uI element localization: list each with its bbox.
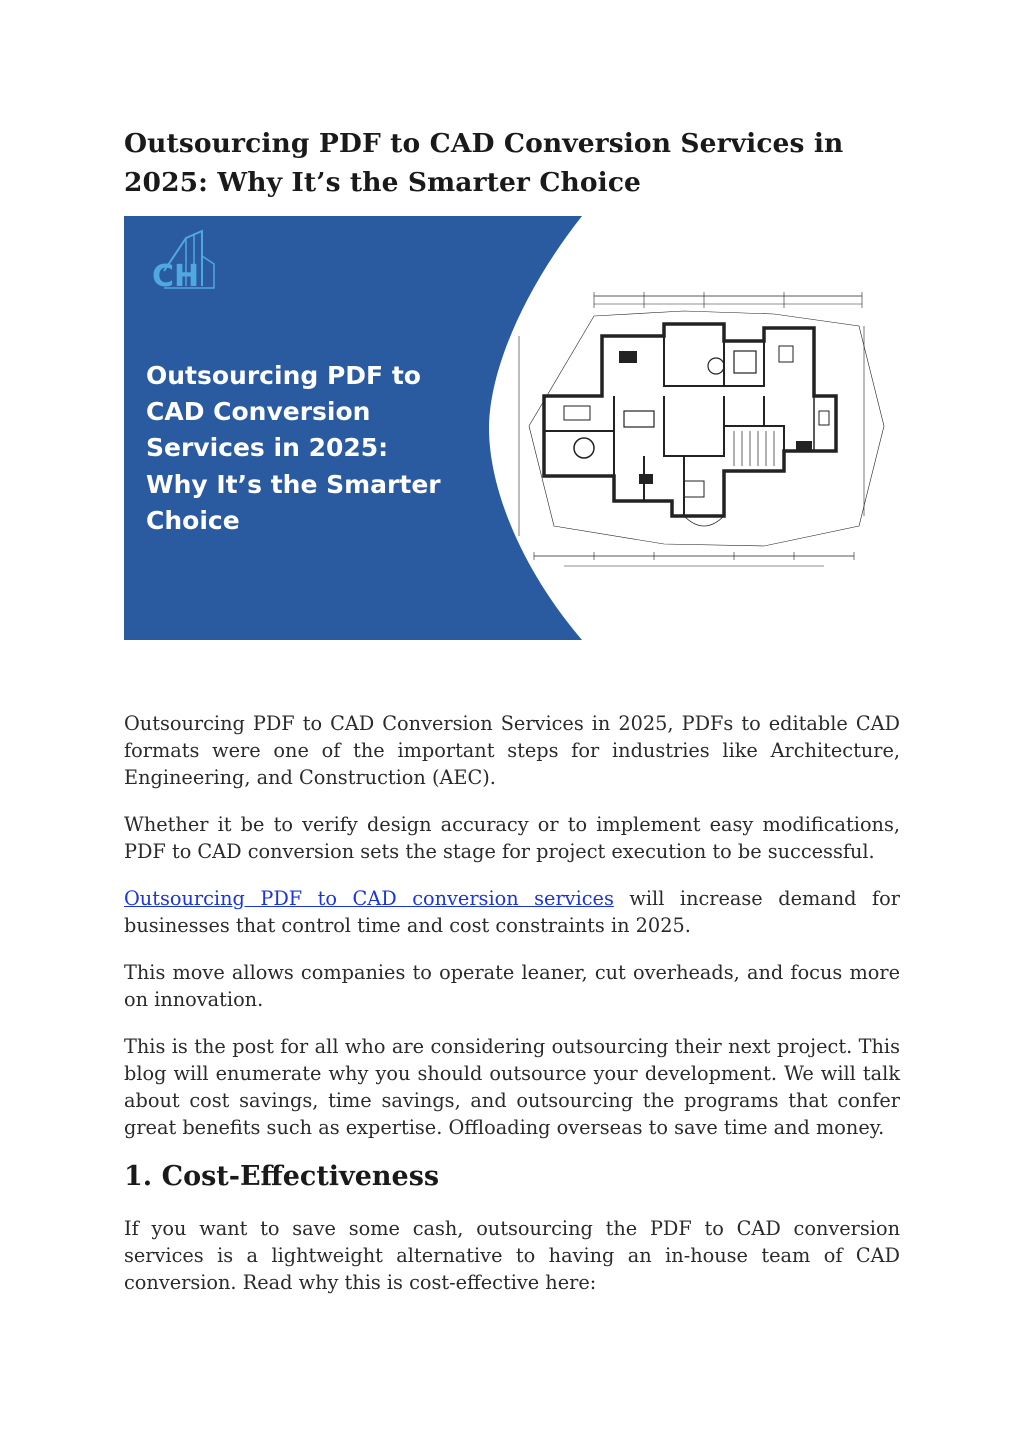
paragraph-design-accuracy: Whether it be to verify design accuracy or to implement easy modifications, PDF to CAD conversion sets the stage for project execution to be successful. (124, 813, 900, 863)
paragraph-demand (124, 885, 900, 939)
outsourcing-services-link[interactable]: Outsourcing PDF to CAD conversion services (124, 887, 614, 910)
hero-headline-line-5: Choice (146, 506, 240, 535)
article-title: Outsourcing PDF to CAD Conversion Services in 2025: Why It’s the Smarter Choice (124, 128, 844, 198)
paragraph-operate-leaner: This move allows companies to operate leaner, cut overheads, and focus more on innovation. (124, 961, 900, 1011)
floor-plan-drawing (519, 292, 884, 566)
paragraph-demand-text: will increase demand for businesses that control time and cost constraints in 2025. (124, 887, 900, 937)
hero-svg (124, 216, 900, 640)
hero-banner-image (124, 216, 900, 640)
article-body (124, 710, 900, 1296)
paragraph-save-cash: If you want to save some cash, outsourcing the PDF to CAD conversion services is a lightweight alternative to having an in-house team of CAD conversion. Read why this is cost-effective here: (124, 1217, 900, 1294)
hero-headline-line-2: CAD Conversion (146, 397, 371, 426)
hero-headline-line-1: Outsourcing PDF to (146, 361, 421, 390)
paragraph-intro: Outsourcing PDF to CAD Conversion Services in 2025, PDFs to editable CAD formats were one of the important steps for industries like Architecture, Engineering, and Construction (AEC). (124, 712, 900, 789)
paragraph-post-overview: This is the post for all who are considering outsourcing their next project. This blog will enumerate why you should outsource your development. We will talk about cost savings, time savings, and outsourcing the programs that confer great benefits such as expertise. Offloading overseas to save time and money. (124, 1035, 900, 1139)
hero-headline-line-4: Why It’s the Smarter (146, 470, 441, 499)
logo-text: CH (152, 259, 200, 294)
hero-headline-line-3: Services in 2025: (146, 433, 389, 462)
section-heading-cost-effectiveness: 1. Cost-Effectiveness (124, 1161, 440, 1192)
